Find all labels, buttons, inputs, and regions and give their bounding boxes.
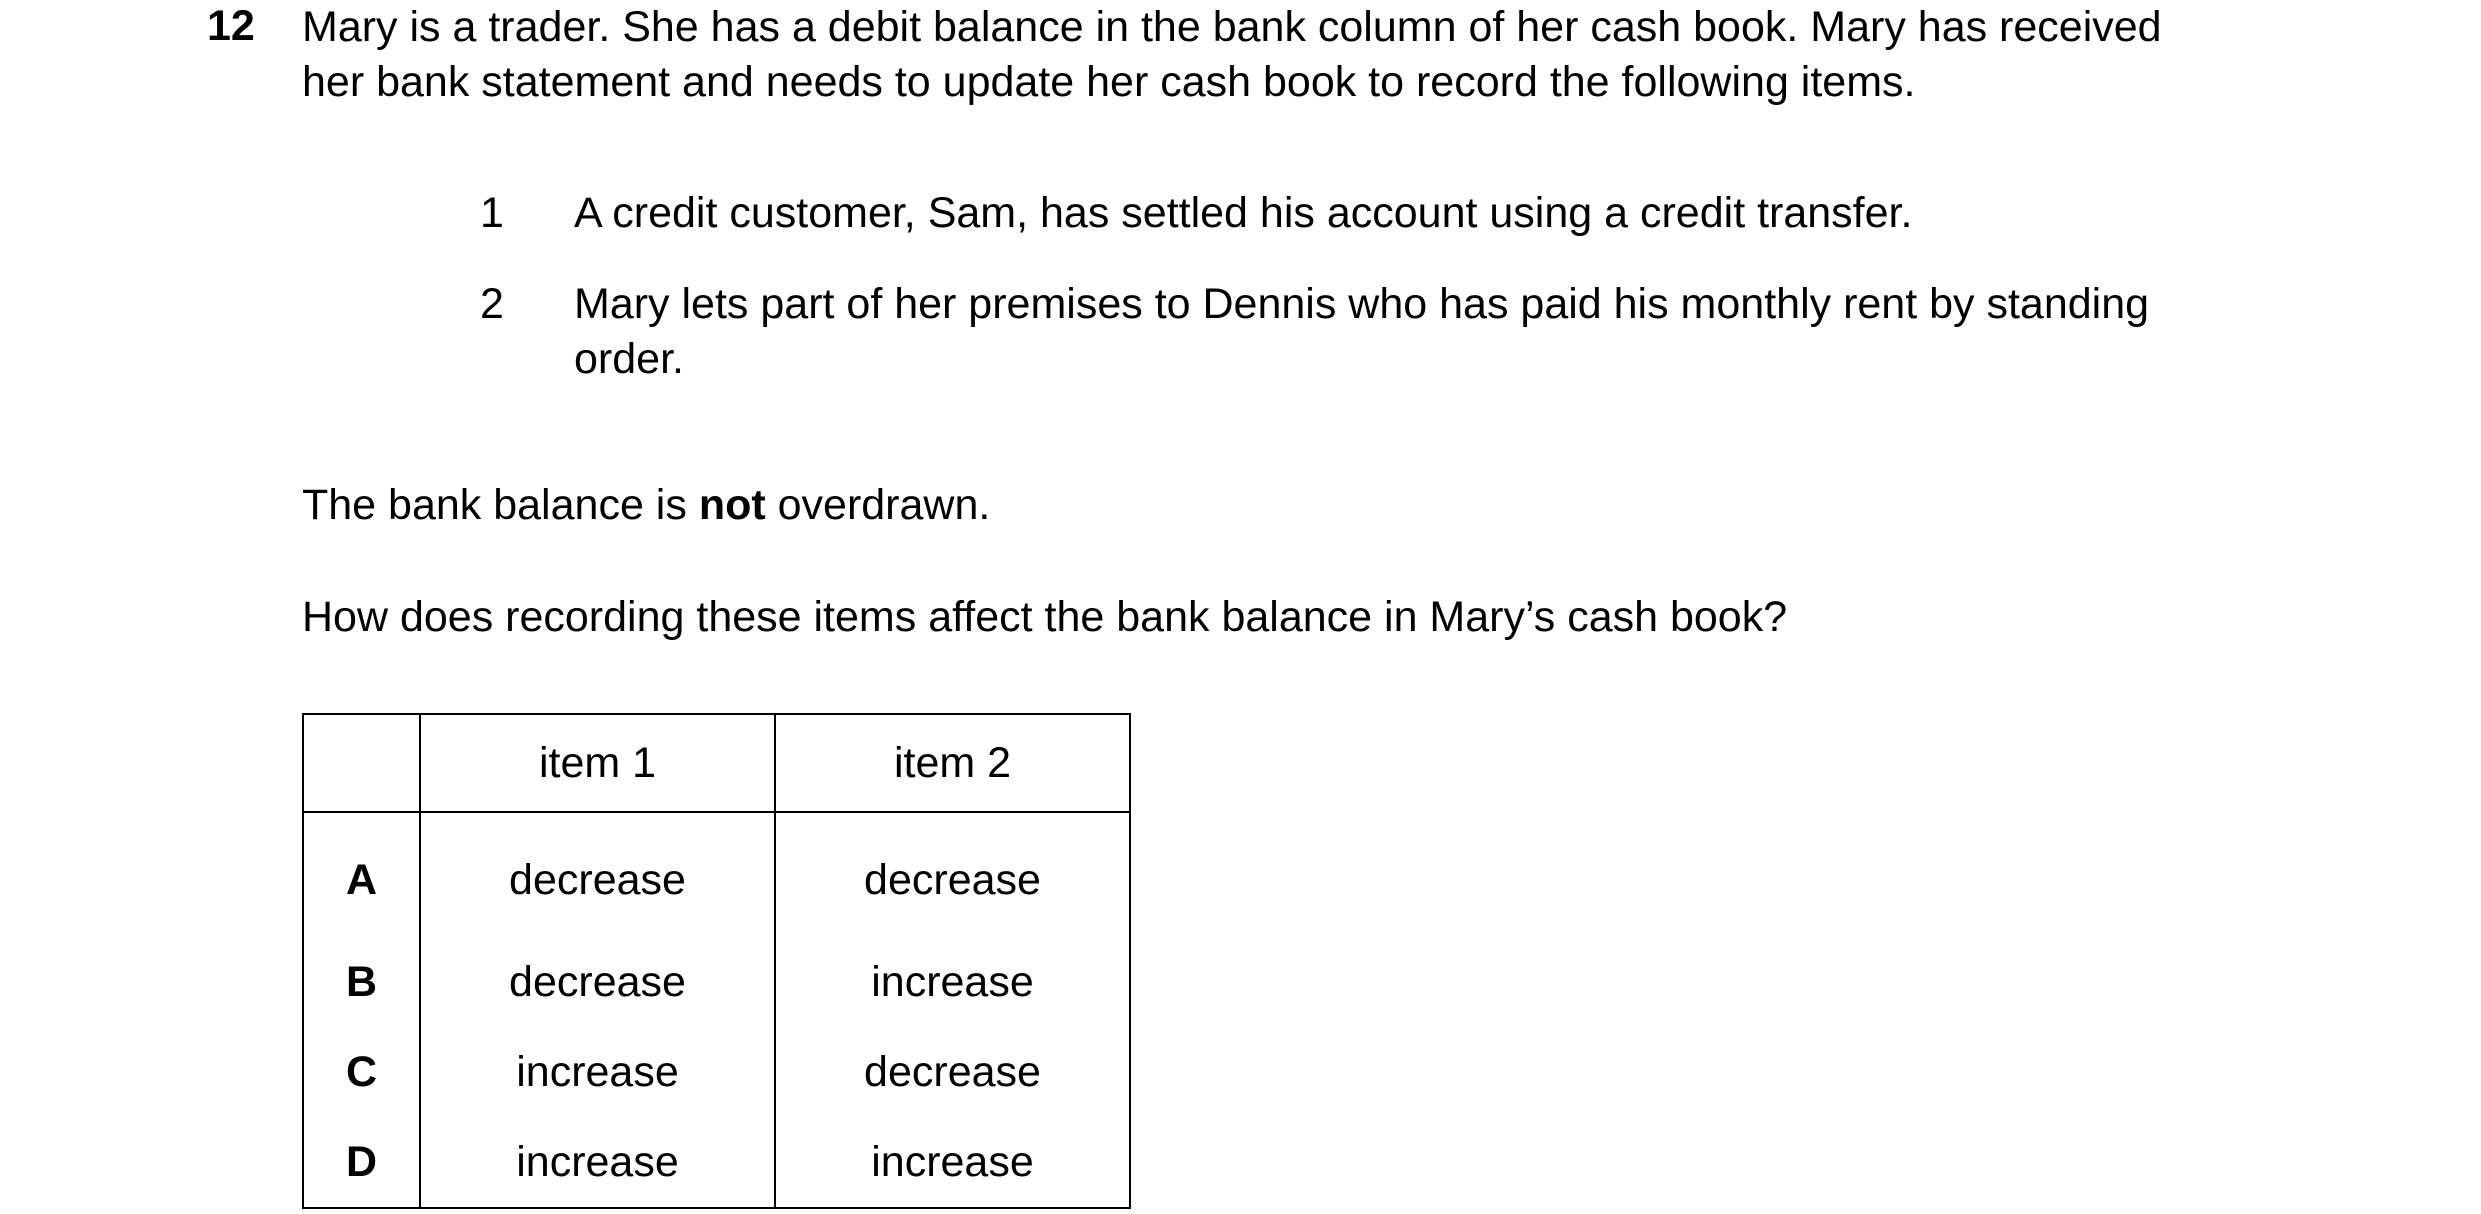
option-key: D <box>303 1117 420 1208</box>
header-item-1: item 1 <box>420 714 775 812</box>
bank-balance-statement <box>302 478 990 533</box>
table-header-row <box>303 714 1130 812</box>
item-1-number: 1 <box>480 189 504 237</box>
option-item-1: increase <box>420 1117 775 1208</box>
item-2-text-line-2: order. <box>574 335 684 383</box>
option-item-2: increase <box>775 1117 1130 1208</box>
option-row-b[interactable] <box>303 937 1130 1027</box>
stem-line-1: Mary is a trader. She has a debit balance in the bank column of her cash book. Mary has received <box>302 3 2162 51</box>
item-1-text: A credit customer, Sam, has settled his account using a credit transfer. <box>574 189 1913 237</box>
item-2-number: 2 <box>480 280 504 328</box>
question-prompt: How does recording these items affect the bank balance in Mary’s cash book? <box>302 593 1788 641</box>
option-row-a[interactable] <box>303 812 1130 937</box>
header-item-2: item 2 <box>775 714 1130 812</box>
option-item-2: decrease <box>775 812 1130 937</box>
option-key: B <box>303 937 420 1027</box>
option-row-c[interactable] <box>303 1027 1130 1117</box>
question-number: 12 <box>207 2 255 50</box>
question-stem <box>302 0 2352 110</box>
option-item-1: increase <box>420 1027 775 1117</box>
option-key: C <box>303 1027 420 1117</box>
option-item-2: increase <box>775 937 1130 1027</box>
statement-before: The bank balance is <box>302 481 699 529</box>
option-item-1: decrease <box>420 937 775 1027</box>
statement-after: overdrawn. <box>765 481 991 529</box>
item-2-text-line-1: Mary lets part of her premises to Dennis who has paid his monthly rent by standing <box>574 280 2150 328</box>
answer-options-table <box>302 713 1131 1209</box>
header-key-cell <box>303 714 420 812</box>
statement-emphasis: not <box>698 481 766 529</box>
option-key: A <box>303 812 420 937</box>
stem-line-2: her bank statement and needs to update her cash book to record the following items. <box>302 58 1916 106</box>
option-row-d[interactable] <box>303 1117 1130 1208</box>
option-item-1: decrease <box>420 812 775 937</box>
option-item-2: decrease <box>775 1027 1130 1117</box>
